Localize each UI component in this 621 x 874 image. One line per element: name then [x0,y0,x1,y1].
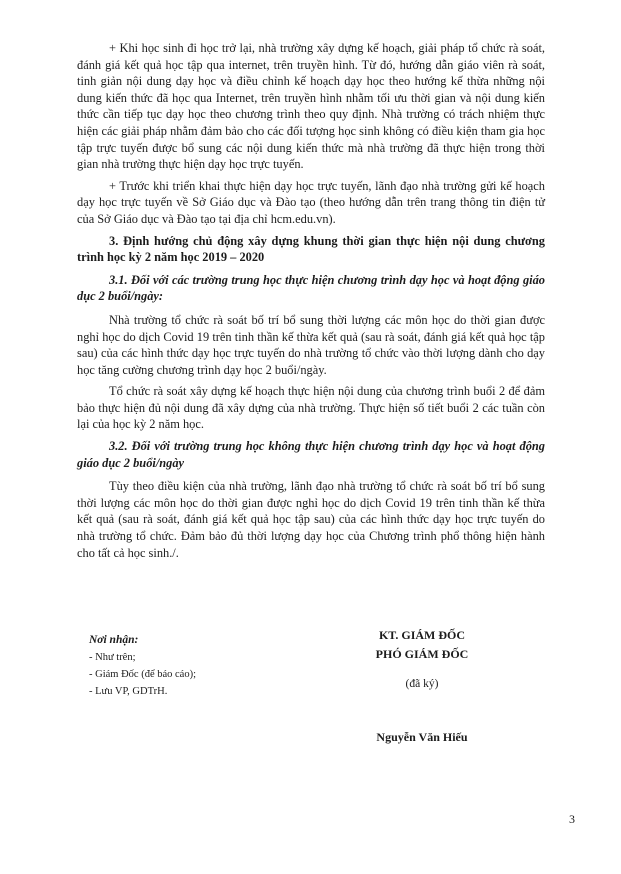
paragraph-1: + Khi học sinh đi học trở lại, nhà trường xây dựng kế hoạch, giải pháp tổ chức rà soát, đánh giá kết quả học tập qua internet, trên truyền hình. Từ đó, hướng dẫn giáo viên rà soát, tinh giản nội dung dạy học và điều chỉnh kế hoạch dạy học theo hướng kế thừa những nội dung kiến thức đã học qua Internet, trên truyền hình nhằm tối ưu thời gian và nội dung kiến thức cần tiếp tục dạy học theo chương trình theo quy định. Nhà trường có trách nhiệm thực hiện các giải pháp nhằm đảm bảo cho các đối tượng học sinh không có điều kiện tham gia học tập trực tuyến được bổ sung các nội dung kiến thức mà nhà trường đã thực hiện trong thời gian nhà trường thực hiện dạy học trực tuyến. [77,41,545,172]
signer-name: Nguyễn Văn Hiếu [376,730,468,744]
recipient-item: - Như trên; [89,652,136,663]
recipients-list [89,652,196,697]
section-3-heading: 3. Định hướng chủ động xây dựng khung thời gian thực hiện nội dung chương trình học kỳ 2 năm học 2019 – 2020 [77,233,545,265]
signature-block [322,628,522,745]
recipients-title: Nơi nhận: [89,634,139,646]
recipients [89,634,196,703]
signer-title-2: PHÓ GIÁM ĐỐC [375,647,469,661]
page-number: 3 [569,812,575,826]
recipient-item: - Lưu VP, GDTrH. [89,686,168,697]
signer-title-1: KT. GIÁM ĐỐC [378,628,466,642]
section-3-1-paragraph-1: Nhà trường tổ chức rà soát bố trí bổ sung thời lượng các môn học do thời gian được nghỉ học do dịch Covid 19 trên tinh thần kế thừa kết quả (sau rà soát, đánh giá kết quả học tập sau) của các hình thức dạy học trực tuyến do nhà trường tổ chức vào thời lượng dành cho dạy học tăng cường chương trình dạy học 2 buổi/ngày. [77,312,545,377]
recipient-item: - Giám Đốc (để báo cáo); [89,669,196,680]
section-3-2-heading: 3.2. Đối với trường trung học không thực hiện chương trình dạy học và hoạt động giáo dục 2 buổi/ngày [77,439,545,470]
section-3-2-paragraph-1: Tùy theo điều kiện của nhà trường, lãnh đạo nhà trường tổ chức rà soát bố trí bổ sung thời lượng các môn học do thời gian được nghỉ học do dịch Covid 19 trên tinh thần kế thừa kết quả (sau rà soát, đánh giá kết quả học tập sau) của các hình thức dạy học trực tuyến do nhà trường tổ chức. Đảm bảo đủ thời lượng dạy học của Chương trình phổ thông hiện hành cho tất cả học sinh./. [77,479,545,560]
section-3-1-paragraph-2: Tổ chức rà soát xây dựng kế hoạch thực hiện nội dung của chương trình buổi 2 để đảm bảo thực hiện đủ nội dung đã xây dựng của nhà trường. Thực hiện số tiết buổi 2 các tuần còn lại của học kỳ 2 năm học. [77,384,545,432]
document-body [77,40,545,566]
signature-status: (đã ký) [405,678,439,690]
section-3-1-heading: 3.1. Đối với các trường trung học thực hiện chương trình dạy học và hoạt động giáo dục 2 buổi/ngày: [77,272,545,304]
paragraph-2: + Trước khi triển khai thực hiện dạy học trực tuyến, lãnh đạo nhà trường gửi kế hoạch dạy học trực tuyến về Sở Giáo dục và Đào tạo (theo hướng dẫn trên trang thông tin điện tử của Sở Giáo dục và Đào tạo tại địa chỉ hcm.edu.vn). [77,178,545,226]
